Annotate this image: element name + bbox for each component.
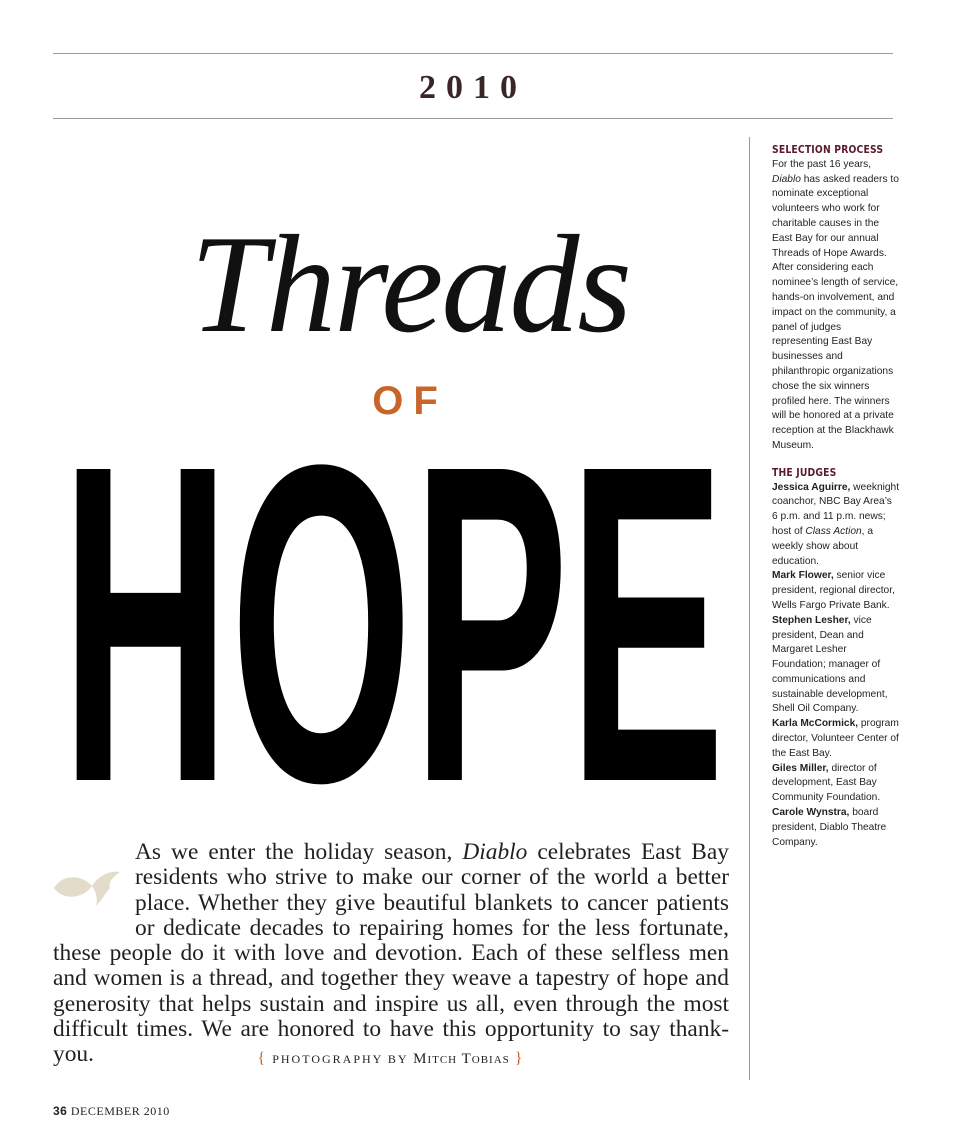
judge-desc-end: , a weekly show about education.: [772, 525, 873, 567]
credit-label: PHOTOGRAPHY BY: [272, 1052, 409, 1066]
judge-name: Jessica Aguirre,: [772, 481, 851, 493]
judge-entry: [772, 481, 900, 570]
selection-magazine-name: Diablo: [772, 173, 801, 185]
judge-desc: senior vice president, regional director, Wells Fargo Private Bank.: [772, 570, 895, 611]
intro-paragraph: [53, 840, 729, 1068]
judge-entry: [772, 806, 900, 850]
title-hope: [58, 448, 728, 788]
selection-process-text: [772, 158, 900, 454]
judge-name: Mark Flower,: [772, 570, 834, 582]
judges-heading: THE JUDGES: [772, 466, 837, 479]
issue-date: DECEMBER 2010: [70, 1104, 170, 1118]
credit-open-brace: {: [257, 1050, 268, 1067]
judge-desc: vice president, Dean and Margaret Lesher Foundation; manager of communications and sustainable development, Shell Oil Company.: [772, 614, 888, 715]
photo-credit: [53, 1050, 729, 1068]
intro-magazine-name: Diablo: [462, 839, 528, 865]
sidebar-divider: [749, 137, 750, 1080]
intro-lead: As we enter the holiday season,: [135, 839, 463, 865]
judge-name: Carole Wynstra,: [772, 807, 850, 819]
judge-entry: [772, 569, 900, 613]
selection-body: has asked readers to nominate exceptional volunteers who work for charitable causes in the East Bay for our annual Threads of Hope Awards. After considering each nominee’s length of service, hands-on involvement, and impact on the community, a panel of judges representing East Bay businesses and philanthropic organizations chose the six winners profiled here. The winners will be honored at a private reception at the Blackhawk Museum.: [772, 173, 899, 451]
title-hope-text: HOPE: [61, 448, 725, 788]
judge-desc: program director, Volunteer Center of the East Bay.: [772, 718, 899, 759]
judge-desc: board president, Diablo Theatre Company.: [772, 807, 887, 848]
judge-name: Stephen Lesher,: [772, 614, 851, 626]
page-number: 36: [53, 1104, 68, 1118]
header-rule: [53, 118, 893, 119]
judge-name: Karla McCormick,: [772, 718, 859, 730]
judge-entry: [772, 762, 900, 806]
sidebar: [772, 143, 900, 850]
year-heading: 2010: [419, 69, 527, 106]
judge-entry: [772, 717, 900, 761]
top-rule: [53, 53, 893, 54]
page-footer: [53, 1104, 170, 1119]
judge-desc: weeknight coanchor, NBC Bay Area’s 6 p.m. and 11 p.m. news; host of: [772, 481, 900, 537]
title-of: OF: [372, 379, 448, 423]
intro-body: celebrates East Bay residents who strive to make our corner of the world a better place. Whether they give beautiful blankets to cancer patients or dedicate decades to repairing homes for the less fortunate, these people do it with love and devotion. Each of these selfless men and women is a thread, and together they weave a tapestry of hope and generosity that helps sustain and inspire us all, even through the most difficult times. We are honored to have this opportunity to say thank-you.: [53, 839, 729, 1068]
judge-desc: director of development, East Bay Community Foundation.: [772, 762, 881, 804]
selection-lead: For the past 16 years,: [772, 158, 872, 170]
selection-process-heading: SELECTION PROCESS: [772, 144, 884, 156]
credit-photographer: Mitch Tobias: [413, 1051, 510, 1067]
judge-name: Giles Miller,: [772, 762, 829, 774]
judge-show: Class Action: [805, 525, 862, 537]
title-threads: Threads: [190, 207, 630, 362]
judge-entry: [772, 614, 900, 718]
credit-close-brace: }: [514, 1050, 525, 1067]
